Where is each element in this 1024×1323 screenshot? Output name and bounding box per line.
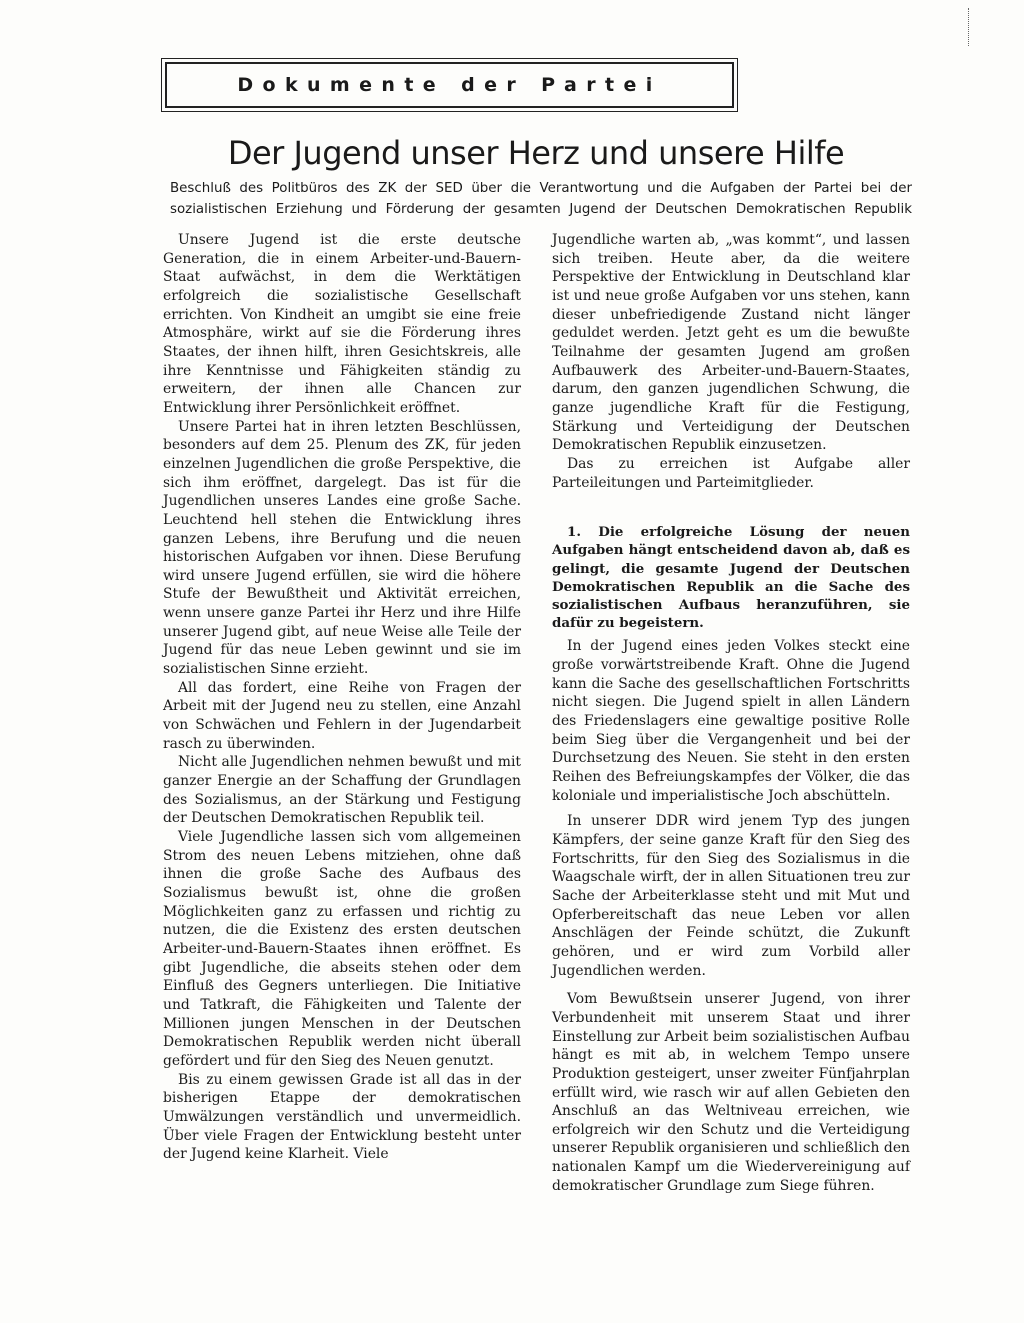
subtitle-line-2: sozialistischen Erziehung und Förderung der gesamten Jugend der Deutschen Demokratischen Republik xyxy=(170,202,912,217)
left-paragraph-4: Nicht alle Jugendlichen nehmen bewußt und mit ganzer Energie an der Schaffung der Grundlagen des Sozialismus, an der Stärkung und Festigung der Deutschen Demokratischen Republik teil. xyxy=(163,754,521,827)
section-header-box xyxy=(165,62,734,108)
margin-mark xyxy=(968,8,971,46)
spacer xyxy=(552,805,910,812)
spacer xyxy=(552,980,910,990)
subtitle-line-1: Beschluß des Politbüros des ZK der SED über die Verantwortung und die Aufgaben der Partei bei der xyxy=(170,181,912,196)
right-paragraph-3: In der Jugend eines jeden Volkes steckt eine große vorwärtstreibende Kraft. Ohne die Jugend kann die Sache des gesellschaftlichen Fortschritts nicht siegen. Die Jugend spielt in allen Ländern des Friedenslagers eine gewaltige positive Rolle beim Sieg über die Vergangenheit und bei der Durchsetzung des Neuen. Sie steht in den ersten Reihen des Befreiungskampfes der Völker, die das koloniale und imperialistische Joch abschütteln. xyxy=(552,638,910,804)
left-paragraph-1: Unsere Jugend ist die erste deutsche Generation, die in einem Arbeiter-und-Bauern-Staat aufwächst, in dem die Werktätigen erfolgreich die sozialistische Gesellschaft errichten. Von Kindheit an umgibt sie eine freie Atmosphäre, wirkt auf sie die Förderung ihres Staates, der ihnen hilft, ihren Gesichtskreis, alle ihre Kenntnisse und Fähigkeiten ständig zu erweitern, der ihnen alle Chancen zur Entwicklung ihrer Persönlichkeit eröffnet. xyxy=(163,232,521,416)
left-paragraph-5: Viele Jugendliche lassen sich vom allgemeinen Strom des neuen Lebens mitziehen, ohne daß ihnen die große Sache des Aufbaus des Sozialismus bewußt ist, ohne die großen Möglichkeiten ganz zu erfassen und richtig zu nutzen, die die Existenz des ersten deutschen Arbeiter-und-Bauern-Staates ihnen eröffnet. Es gibt Jugendliche, die abseits stehen oder dem Einfluß des Gegners unterliegen. Die Initiative und Tatkraft, die Fähigkeiten und Talente der Millionen jungen Menschen in der Deutschen Demokratischen Republik werden nicht überall gefördert und für den Sieg des Neuen genutzt. xyxy=(163,829,521,1069)
right-paragraph-1: Jugendliche warten ab, „was kommt“, und lassen sich treiben. Heute aber, da die weitere Perspektive der Entwicklung in Deutschland klar ist und neue große Aufgaben vor uns stehen, kann dieser unbefriedigende Zustand nicht länger geduldet werden. Jetzt geht es um die bewußte Teilnahme der gesamten Jugend am großen Aufbauwerk des Arbeiter-und-Bauern-Staates, darum, den ganzen jugendlichen Schwung, die ganze jugendliche Kraft für die Festigung, Stärkung und Verteidigung der Deutschen Demokratischen Republik einzusetzen. xyxy=(552,232,910,454)
section-header-label: Dokumente der Partei xyxy=(237,74,662,96)
right-paragraph-4: In unserer DDR wird jenem Typ des jungen Kämpfers, der seine ganze Kraft für den Sieg des Fortschritts, für den Sieg des Sozialismus in die Waagschale wirft, der in allen Situationen treu zur Sache der Arbeiterklasse steht und mit Mut und Opferbereitschaft das neue Leben vor allen Anschlägen der Feinde schützt, die Zukunft gehören, und er wird zum Vorbild aller Jugendlichen werden. xyxy=(552,813,910,979)
left-paragraph-6: Bis zu einem gewissen Grade ist all das in der bisherigen Etappe der demokratischen Umwälzungen verständlich und unvermeidlich. Über viele Fragen der Entwicklung besteht unter der Jugend keine Klarheit. Viele xyxy=(163,1071,521,1163)
right-column xyxy=(552,231,910,1195)
left-column xyxy=(163,231,521,1164)
right-paragraph-5: Vom Bewußtsein unserer Jugend, von ihrer Verbundenheit mit unserem Staat und ihrer Einstellung zur Arbeit beim sozialistischen Aufbau hängt es mit ab, in welchem Tempo unsere Produktion gesteigert, unser zweiter Fünfjahrplan erfüllt wird, wie rasch wir auf allen Gebieten den Anschluß an das Weltniveau erreichen, wie erfolgreich wir den Schutz und die Verteidigung unserer Republik organisieren und schließlich den nationalen Kampf um die Wiedervereinigung auf demokratischer Grundlage zum Siege führen. xyxy=(552,991,910,1194)
left-paragraph-3: All das fordert, eine Reihe von Fragen der Arbeit mit der Jugend neu zu stellen, eine Anzahl von Schwächen und Fehlern in der Jugendarbeit rasch zu überwinden. xyxy=(163,679,521,752)
page-title: Der Jugend unser Herz und unsere Hilfe xyxy=(227,134,845,172)
spacer xyxy=(552,492,910,523)
subtitle xyxy=(170,178,912,220)
right-paragraph-2: Das zu erreichen ist Aufgabe aller Parteileitungen und Parteimitglieder. xyxy=(552,455,910,491)
left-paragraph-2: Unsere Partei hat in ihren letzten Beschlüssen, besonders auf dem 25. Plenum des ZK, für jeden einzelnen Jugendlichen die große Perspektive, die sich ihm eröffnet, dargelegt. Das ist für die Jugendlichen unseres Landes eine große Sache. Leuchtend hell stehen die Entwicklung ihres ganzen Lebens, ihre Berufung und die neuen historischen Aufgaben vor ihnen. Diese Berufung wird unsere Jugend erfüllen, sie wird die höhere Stufe der Bewußtheit und Aktivität erreichen, wenn unsere ganze Partei ihr Herz und ihre Hilfe unserer Jugend gibt, auf neue Weise alle Teile der Jugend für das neue Leben gewinnt und sie im sozialistischen Sinne erzieht. xyxy=(163,418,521,678)
section-heading-1: 1. Die erfolgreiche Lösung der neuen Aufgaben hängt entscheidend davon ab, daß es gelingt, die gesamte Jugend der Deutschen Demokratischen Republik an die Sache des sozialistischen Aufbaus heranzuführen, sie dafür zu begeistern. xyxy=(552,524,910,632)
